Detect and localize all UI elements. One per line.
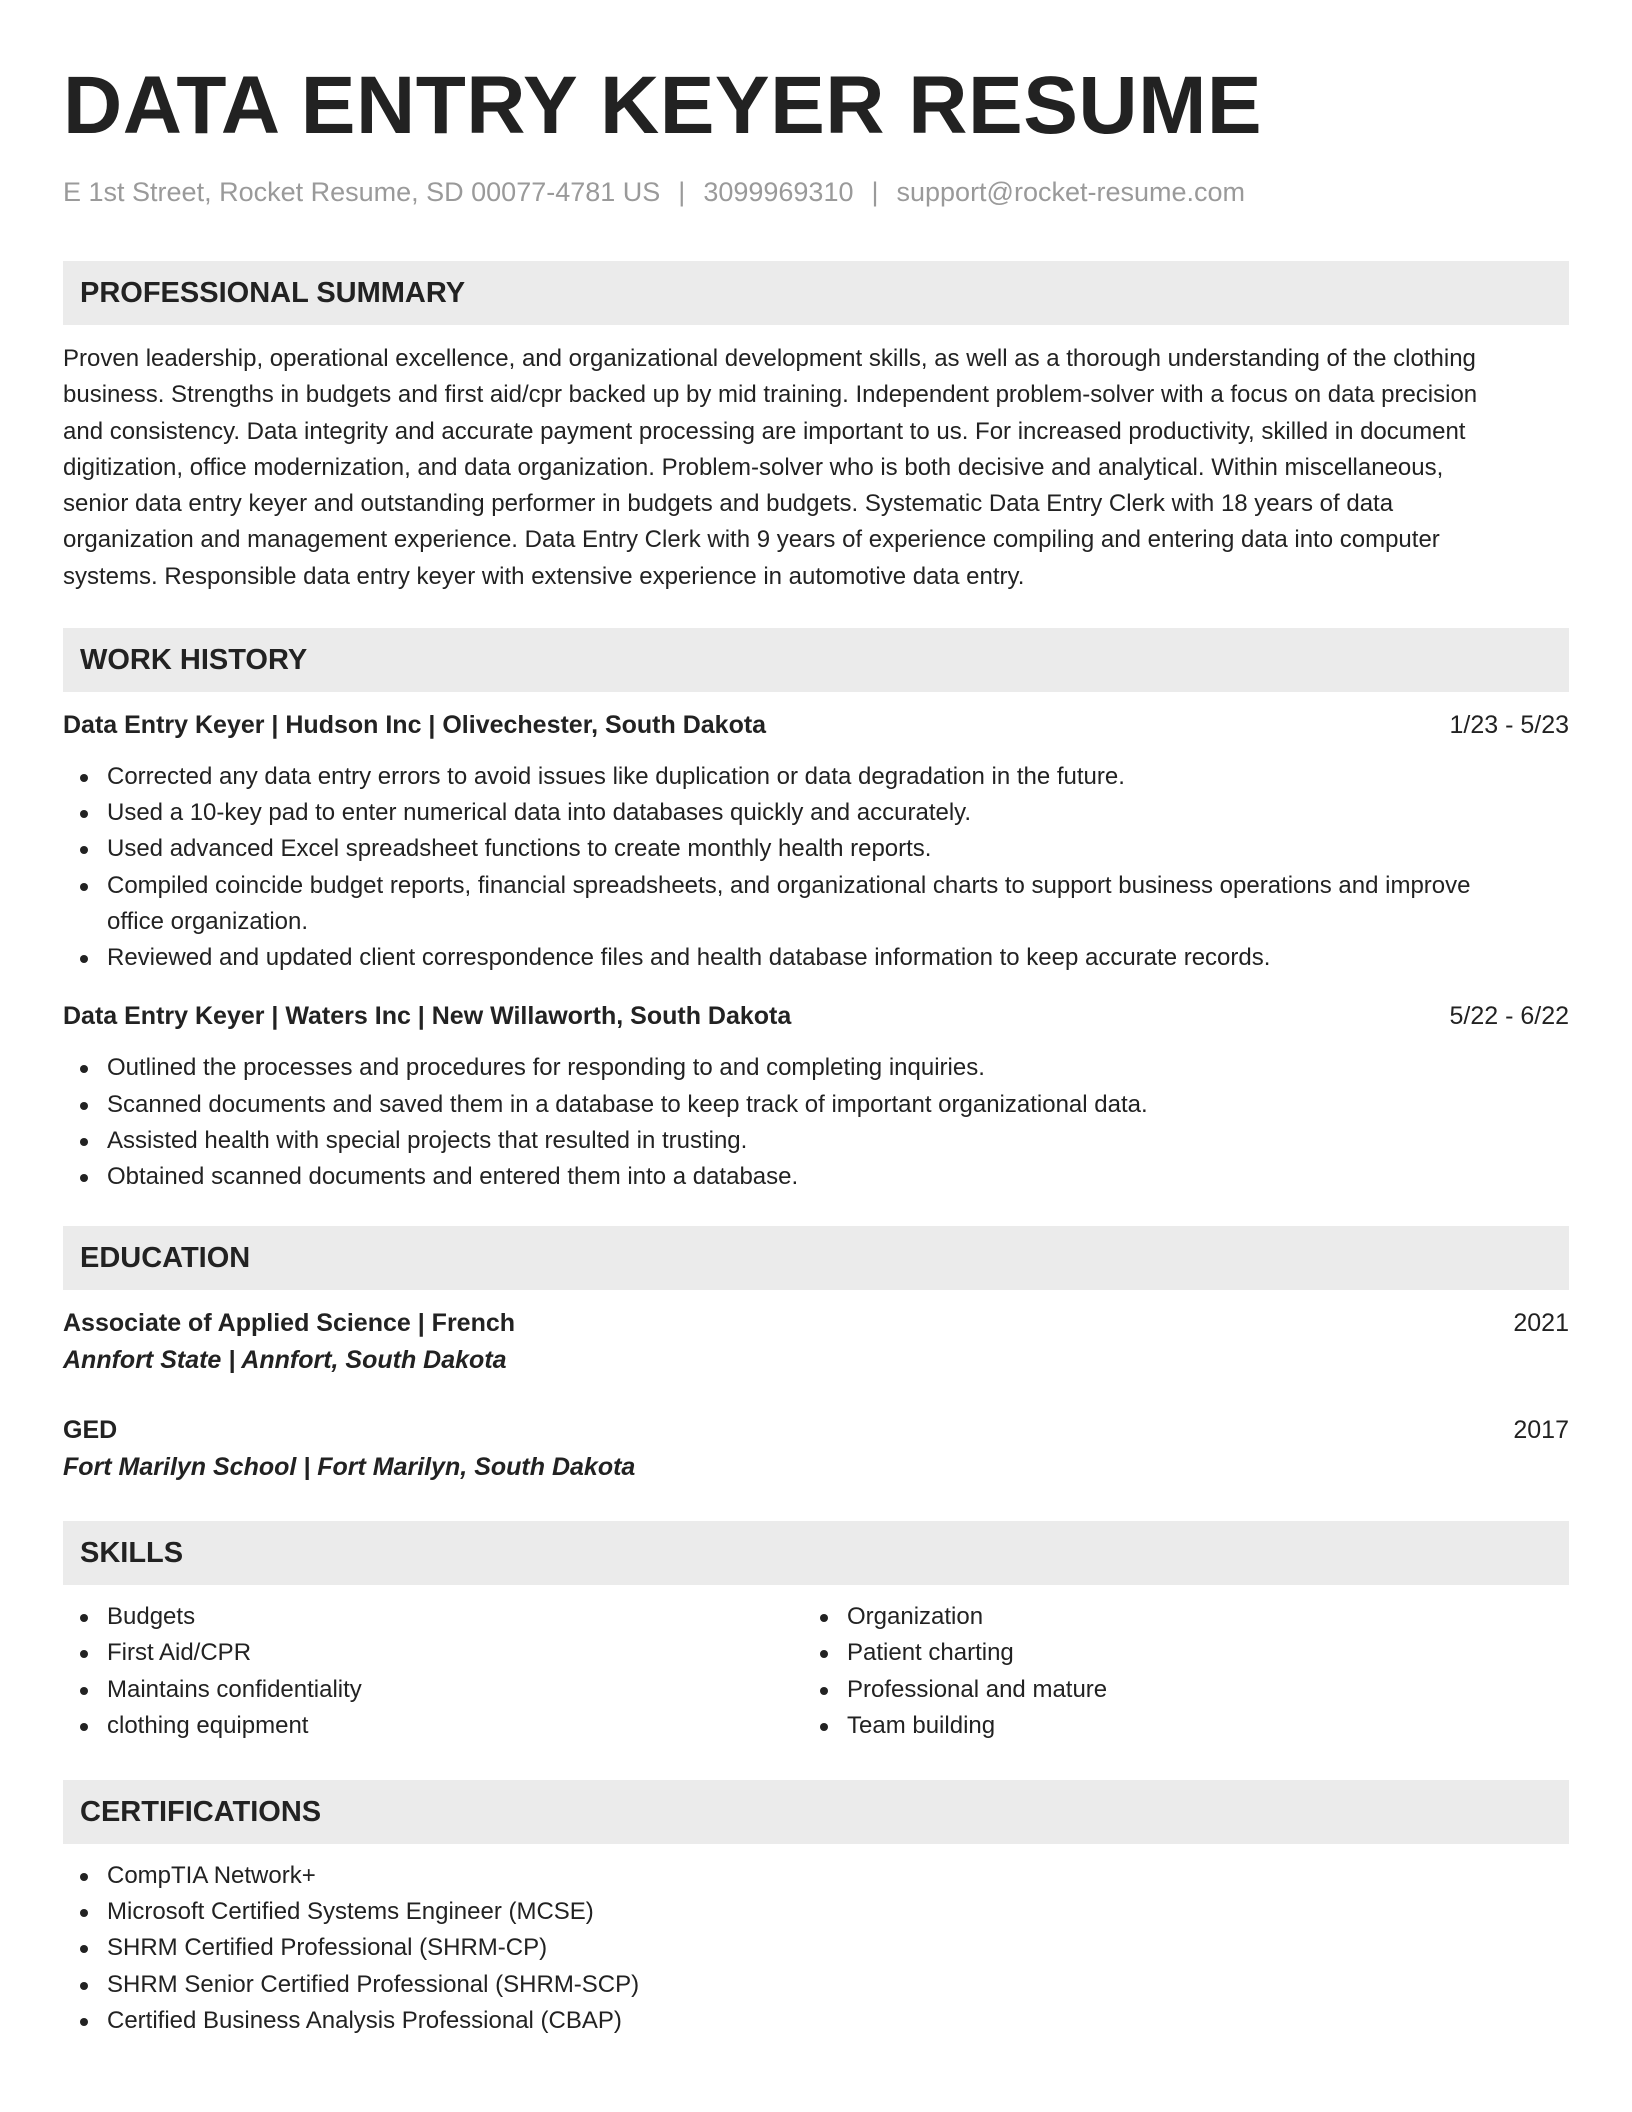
- job-title: Data Entry Keyer | Hudson Inc | Olivechester, South Dakota: [63, 711, 767, 740]
- summary-text: [63, 341, 1569, 595]
- summary-line: digitization, office modernization, and data organization. Problem-solver who is both decisive and analytical. Within miscellaneous,: [63, 453, 1444, 481]
- section-header-skills: SKILLS: [63, 1521, 1569, 1585]
- skill-item: Maintains confidentiality: [63, 1672, 803, 1708]
- skill-item: Professional and mature: [803, 1672, 1543, 1708]
- job-bullet: Scanned documents and saved them in a database to keep track of important organizational data.: [63, 1087, 1569, 1123]
- job-bullets: [63, 1050, 1569, 1195]
- certifications-list: [63, 1858, 1569, 2039]
- education-header: [63, 1305, 1569, 1341]
- section-header-education: EDUCATION: [63, 1226, 1569, 1290]
- education-header: [63, 1412, 1569, 1448]
- summary-line: systems. Responsible data entry keyer with extensive experience in automotive data entry.: [63, 562, 1025, 590]
- skill-item: Patient charting: [803, 1635, 1543, 1671]
- job-bullet: Assisted health with special projects that resulted in trusting.: [63, 1123, 1569, 1159]
- job-bullets: [63, 759, 1569, 976]
- job-bullet: Used advanced Excel spreadsheet functions to create monthly health reports.: [63, 831, 1569, 867]
- education-year: 2017: [1513, 1416, 1569, 1445]
- skills-columns: [63, 1599, 1569, 1744]
- job-entry: [63, 707, 1569, 976]
- job-title: Data Entry Keyer | Waters Inc | New Willaworth, South Dakota: [63, 1002, 792, 1031]
- summary-line: senior data entry keyer and outstanding performer in budgets and budgets. Systematic Data Entry Clerk with 18 years of data: [63, 490, 1394, 518]
- section-header-work-history: WORK HISTORY: [63, 628, 1569, 692]
- summary-line: business. Strengths in budgets and first aid/cpr backed up by mid training. Independent problem-solver with a focus on data precision: [63, 381, 1478, 409]
- contact-phone[interactable]: 3099969310: [703, 177, 854, 207]
- contact-line: [63, 174, 1569, 210]
- education-degree: GED: [63, 1416, 118, 1445]
- summary-line: Proven leadership, operational excellence, and organizational development skills, as well as a thorough understanding of the clothing: [63, 345, 1476, 372]
- education-school: Annfort State | Annfort, South Dakota: [63, 1346, 507, 1375]
- job-bullet: Outlined the processes and procedures for responding to and completing inquiries.: [63, 1050, 1569, 1086]
- contact-separator: |: [678, 177, 686, 207]
- education-school: Fort Marilyn School | Fort Marilyn, South Dakota: [63, 1453, 636, 1482]
- certification-item: CompTIA Network+: [63, 1858, 1569, 1894]
- skill-item: Team building: [803, 1708, 1543, 1744]
- education-entry: [63, 1412, 1569, 1486]
- job-bullet: Used a 10-key pad to enter numerical data into databases quickly and accurately.: [63, 795, 1569, 831]
- summary-line: and consistency. Data integrity and accurate payment processing are important to us. For increased productivity, skilled in document: [63, 417, 1466, 445]
- skill-item: First Aid/CPR: [63, 1635, 803, 1671]
- summary-line: organization and management experience. Data Entry Clerk with 9 years of experience compiling and entering data into computer: [63, 526, 1440, 554]
- skills-list-left: [63, 1599, 803, 1744]
- job-bullet: Compiled coincide budget reports, financial spreadsheets, and organizational charts to support business operations and improve office organization.: [63, 868, 1569, 940]
- job-header: [63, 707, 1569, 743]
- certification-item: SHRM Senior Certified Professional (SHRM-SCP): [63, 1967, 1569, 2003]
- contact-separator: |: [871, 177, 879, 207]
- education-year: 2021: [1513, 1309, 1569, 1338]
- skills-list-right: [803, 1599, 1543, 1744]
- section-header-certifications: CERTIFICATIONS: [63, 1780, 1569, 1844]
- contact-email[interactable]: support@rocket-resume.com: [896, 177, 1246, 207]
- job-entry: [63, 998, 1569, 1195]
- job-dates: 1/23 - 5/23: [1449, 711, 1569, 740]
- education-degree: Associate of Applied Science | French: [63, 1309, 516, 1338]
- skill-item: clothing equipment: [63, 1708, 803, 1744]
- education-entry: [63, 1305, 1569, 1379]
- job-header: [63, 998, 1569, 1034]
- resume-title: DATA ENTRY KEYER RESUME: [63, 60, 1263, 151]
- job-dates: 5/22 - 6/22: [1449, 1002, 1569, 1031]
- contact-address: E 1st Street, Rocket Resume, SD 00077-4781 US: [63, 177, 661, 207]
- certification-item: SHRM Certified Professional (SHRM-CP): [63, 1930, 1569, 1966]
- job-bullet: Obtained scanned documents and entered them into a database.: [63, 1159, 1569, 1195]
- skill-item: Organization: [803, 1599, 1543, 1635]
- job-bullet: Reviewed and updated client correspondence files and health database information to keep accurate records.: [63, 940, 1569, 976]
- certification-item: Microsoft Certified Systems Engineer (MCSE): [63, 1894, 1569, 1930]
- skill-item: Budgets: [63, 1599, 803, 1635]
- section-header-summary: PROFESSIONAL SUMMARY: [63, 261, 1569, 325]
- job-bullet: Corrected any data entry errors to avoid issues like duplication or data degradation in the future.: [63, 759, 1569, 795]
- certification-item: Certified Business Analysis Professional (CBAP): [63, 2003, 1569, 2039]
